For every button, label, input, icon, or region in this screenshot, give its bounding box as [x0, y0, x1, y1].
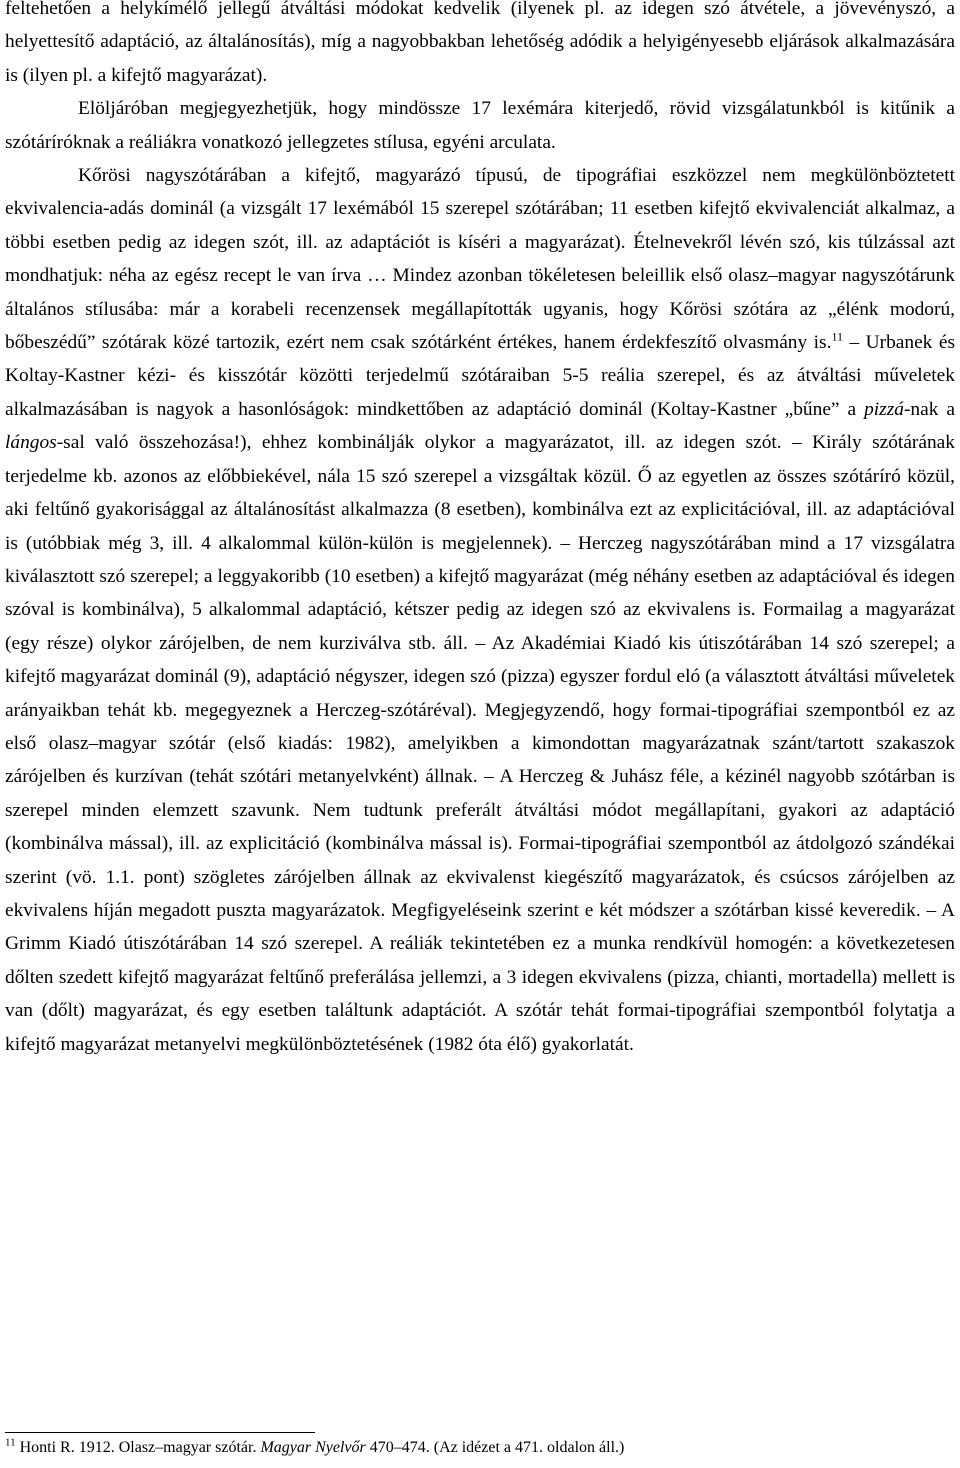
text-run: -sal való összehozása!), ehhez kombinálják olykor a magyarázatot, ill. az idegen szót. – Király szótárának terjedelme kb. azonos az előbbiekével, nála 15 szó szerepel a vizsgáltak közül. Ő az egyetlen az összes szótáríró közül, aki feltűnő gyakorisággal az általánosítást alkalmazza (8 esetben), kombinálva ezt az explicitációval, ill. az adaptációval is (utóbbiak még 3, ill. 4 alkalommal külön-külön is megjelennek). – Herczeg nagyszótárában mind a 17 vizsgálatra kiválasztott szó szerepel; a leggyakoribb (10 esetben) a kifejtő magyarázat (még néhány esetben az adaptációval és idegen szóval is kombinálva), 5 alkalommal adaptáció, kétszer pedig az idegen szó az ekvivalens is. Formailag a magyarázat (egy része) olykor zárójelben, de nem kurziválva stb. áll. – Az Akadémiai Kiadó kis útiszótárában 14 szó szerepel; a kifejtő magyarázat dominál (9), adaptáció négyszer, idegen szó (pizza) egyszer fordul eló (a választott átváltási műveletek arányaikban tehát kb. megegyeznek a Herczeg-szótáréval). Megjegyzendő, hogy formai-tipográfiai szempontból ez az első olasz–magyar szótár (első kiadás: 1982), amelyikben a kimondottan magyarázatnak szánt/tartott szakaszok zárójelben és kurzívan (tehát szótári metanyelvként) állnak. – A Herczeg & Juhász féle, a kézinél nagyobb szótárban is szerepel minden elemzett szavunk. Nem tudtunk preferált átváltási módot megállapítani, gyakori az adaptáció (kombinálva mással), ill. az explicitáció (kombinálva mással is). Formai-tipográfiai szempontból az átdolgozó szándékai szerint (vö. 1.1. pont) szögletes zárójelben állnak az ekvivalenst kiegészítő magyarázatok, és csúcsos zárójelben az ekvivalens híján megadott puszta magyarázatok. Megfigyeléseink szerint e két módszer a szótárban kissé keveredik. – A Grimm Kiadó útiszótárában 14 szó szerepel. A reáliák tekintetében ez a munka rendkívül homogén: a következetesen dőlten szedett kifejtő magyarázat feltűnő preferálása jellemzi, a 3 idegen ekvivalens (pizza, chianti, mortadella) mellett is van (dőlt) magyarázat, és egy esetben találtunk adaptációt. A szótár tehát formai-tipográfiai szempontból folytatja a kifejtő magyarázat metanyelvi megkülönböztetésének (1982 óta élő) gyakorlatát.	[5, 432, 955, 1055]
text-run: feltehetően a helykímélő jellegű átváltási módokat kedvelik (ilyenek pl. az idegen szó átvétele, a jövevényszó, a helyettesítő adaptáció, az általánosítás), míg a nagyobbakban lehetőség adódik a helyigényesebb eljárások alkalmazására is (ilyen pl. a kifejtő magyarázat).	[5, 0, 955, 86]
text-run: Elöljáróban megjegyezhetjük, hogy mindössze 17 lexémára kiterjedő, rövid vizsgálatunkból is kitűnik a szótáríróknak a reáliákra vonatkozó jellegzetes stílusa, egyéni arculata.	[5, 98, 955, 153]
footnote-marker: 11	[5, 1436, 16, 1449]
footnote-separator	[5, 1432, 315, 1433]
document-body	[5, 0, 955, 1061]
text-run: Honti R. 1912. Olasz–magyar szótár.	[15, 1439, 261, 1456]
text-run: – Urbanek és Koltay-Kastner kézi- és kisszótár közötti terjedelmű szótáraiban 5-5 reália szerepel, és az átváltási műveletek alkalmazásában is nagyok a hasonlóságok: mindkettőben az adaptáció dominál (Koltay-Kastner „bűne” a	[5, 332, 955, 420]
footnote-marker: 11	[831, 329, 843, 344]
paragraph-preface	[5, 92, 955, 159]
footnote-11	[5, 1438, 955, 1458]
italic-text: Magyar Nyelvőr	[260, 1439, 366, 1456]
paragraph-intro	[5, 0, 955, 92]
italic-text: pizzá	[864, 398, 904, 420]
italic-text: lángos	[5, 432, 57, 454]
text-run: -nak a	[903, 398, 955, 420]
paragraph-dictionary-analysis	[5, 159, 955, 1061]
text-run: 470–474. (Az idézet a 471. oldalon áll.)	[365, 1439, 625, 1456]
text-run: Kőrösi nagyszótárában a kifejtő, magyarázó típusú, de tipográfiai eszközzel nem megkülönböztetett ekvivalencia-adás dominál (a vizsgált 17 lexémából 15 szerepel szótárában; 11 esetben kifejtő ekvivalenciát alkalmaz, a többi esetben pedig az idegen szót, ill. az adaptációt is kíséri a magyarázat). Ételnevekről lévén szó, kis túlzással azt mondhatjuk: néha az egész recept le van írva … Mindez azonban tökéletesen beleillik első olasz–magyar nagyszótárunk általános stílusába: már a korabeli recenzensek megállapították ugyanis, hogy Kőrösi szótára az „élénk modorú, bőbeszédű” szótárak közé tartozik, ezért nem csak szótárként értékes, hanem érdekfeszítő olvasmány is.	[5, 165, 955, 354]
